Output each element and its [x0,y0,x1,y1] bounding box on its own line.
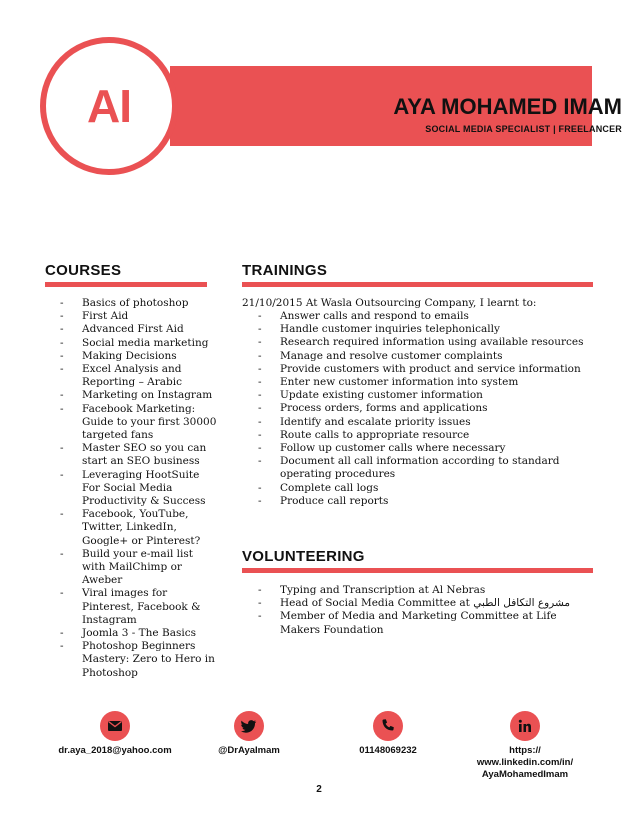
list-item: - Marketing on Instagram [60,389,218,402]
courses-divider [45,282,207,287]
email-text[interactable]: dr.aya_2018@yahoo.com [58,745,172,756]
list-item: - Complete call logs [258,482,593,495]
list-item: - Build your e-mail list with MailChimp or Aweber [60,548,218,588]
email-icon[interactable] [100,711,130,741]
contact-linkedin [455,711,595,781]
phone-icon[interactable] [373,711,403,741]
list-item: - Manage and resolve customer complaints [258,350,593,363]
trainings-list [258,310,593,508]
list-item: - Viral images for Pinterest, Facebook & Instagram [60,587,218,627]
linkedin-icon[interactable] [510,711,540,741]
volunteering-list [258,584,593,637]
page-number: 2 [316,784,322,795]
list-item: - Follow up customer calls where necessary [258,442,593,455]
initials-circle [40,37,178,175]
list-item: - Route calls to appropriate resource [258,429,593,442]
list-item: - Leveraging HootSuite For Social Media Productivity & Success [60,469,218,509]
list-item: - Basics of photoshop [60,297,218,310]
job-title: SOCIAL MEDIA SPECIALIST | FREELANCER [425,124,622,134]
trainings-intro: 21/10/2015 At Wasla Outsourcing Company, I learnt to: [242,297,537,309]
list-item: - Provide customers with product and service information [258,363,593,376]
list-item: - Enter new customer information into system [258,376,593,389]
list-item: - Answer calls and respond to emails [258,310,593,323]
list-item: - First Aid [60,310,218,323]
list-item: - Advanced First Aid [60,323,218,336]
list-item: - Typing and Transcription at Al Nebras [258,584,593,597]
contact-phone [318,711,458,757]
twitter-icon[interactable] [234,711,264,741]
candidate-name: AYA MOHAMED IMAM [393,94,622,119]
list-item: - Produce call reports [258,495,593,508]
list-item: - Update existing customer information [258,389,593,402]
twitter-text[interactable]: @DrAyaImam [218,745,280,756]
trainings-heading: TRAININGS [242,262,328,279]
list-item: - Photoshop Beginners Mastery: Zero to Hero in Photoshop [60,640,218,680]
initials: AI [87,80,131,132]
phone-text[interactable]: 01148069232 [359,745,417,756]
list-item: - Identify and escalate priority issues [258,416,593,429]
list-item: - Research required information using available resources [258,336,593,349]
contact-twitter [179,711,319,757]
list-item: - Making Decisions [60,350,218,363]
list-item: - Document all call information according to standard operating procedures [258,455,593,481]
list-item: - Member of Media and Marketing Committee at Life Makers Foundation [258,610,593,636]
courses-list [60,297,218,680]
linkedin-text[interactable]: https:// www.linkedin.com/in/ AyaMohamedImam [476,745,574,780]
list-item: - Joomla 3 - The Basics [60,627,218,640]
list-item: - Facebook, YouTube, Twitter, LinkedIn, Google+ or Pinterest? [60,508,218,548]
list-item: - Handle customer inquiries telephonically [258,323,593,336]
courses-heading: COURSES [45,262,122,279]
list-item: - Facebook Marketing: Guide to your first 30000 targeted fans [60,403,218,443]
list-item: - Excel Analysis and Reporting – Arabic [60,363,218,389]
contact-email [45,711,185,757]
list-item: - Master SEO so you can start an SEO business [60,442,218,468]
list-item: - Process orders, forms and applications [258,402,593,415]
volunteering-divider [242,568,593,573]
list-item: - Head of Social Media Committee at مشروع التكافل الطبي [258,597,593,610]
list-item: - Social media marketing [60,337,218,350]
trainings-divider [242,282,593,287]
volunteering-heading: VOLUNTEERING [242,548,365,565]
